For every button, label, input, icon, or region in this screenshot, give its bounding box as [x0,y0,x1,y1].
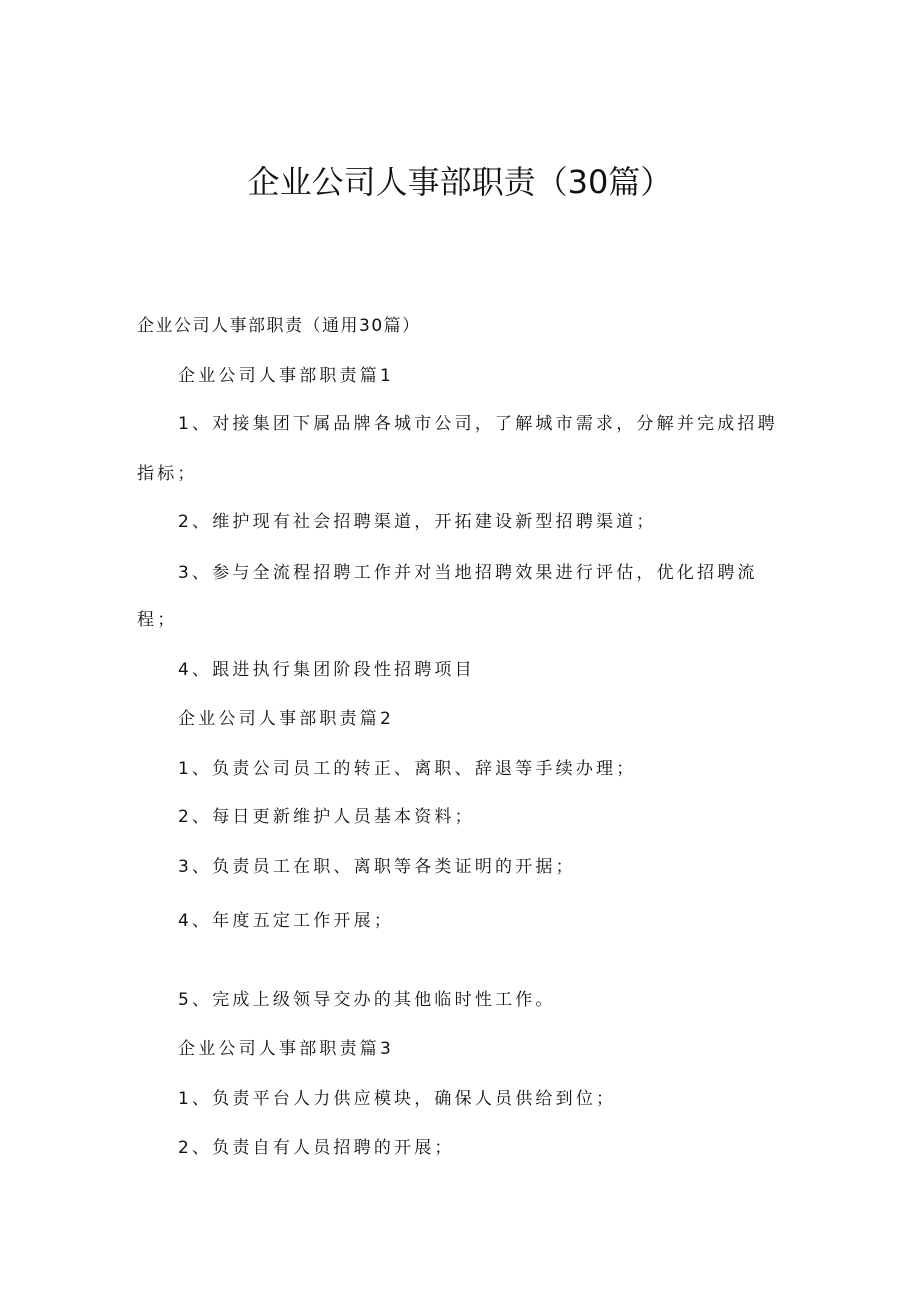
paragraph-line: 2、每日更新维护人员基本资料； [178,807,475,827]
document-title: 企业公司人事部职责（30篇） [247,163,673,201]
paragraph-line: 3、负责员工在职、离职等各类证明的开据； [178,857,576,877]
document-subtitle: 企业公司人事部职责（通用30篇） [137,316,421,336]
paragraph-line: 程； [137,610,178,630]
paragraph-line: 5、完成上级领导交办的其他临时性工作。 [178,990,556,1010]
paragraph-line: 2、负责自有人员招聘的开展； [178,1138,455,1158]
section-heading-3: 企业公司人事部职责篇3 [178,1039,395,1059]
paragraph-line: 4、跟进执行集团阶段性招聘项目 [178,660,475,680]
paragraph-line: 1、负责平台人力供应模块，确保人员供给到位； [178,1089,617,1109]
paragraph-line: 1、对接集团下属品牌各城市公司，了解城市需求，分解并完成招聘 [178,414,778,434]
section-heading-2: 企业公司人事部职责篇2 [178,709,395,729]
section-heading-1: 企业公司人事部职责篇1 [178,366,395,386]
paragraph-line: 指标； [137,464,198,484]
paragraph-line: 2、维护现有社会招聘渠道，开拓建设新型招聘渠道； [178,512,657,532]
paragraph-line: 4、年度五定工作开展； [178,911,395,931]
paragraph-line: 1、负责公司员工的转正、离职、辞退等手续办理； [178,759,637,779]
paragraph-line: 3、参与全流程招聘工作并对当地招聘效果进行评估，优化招聘流 [178,563,758,583]
